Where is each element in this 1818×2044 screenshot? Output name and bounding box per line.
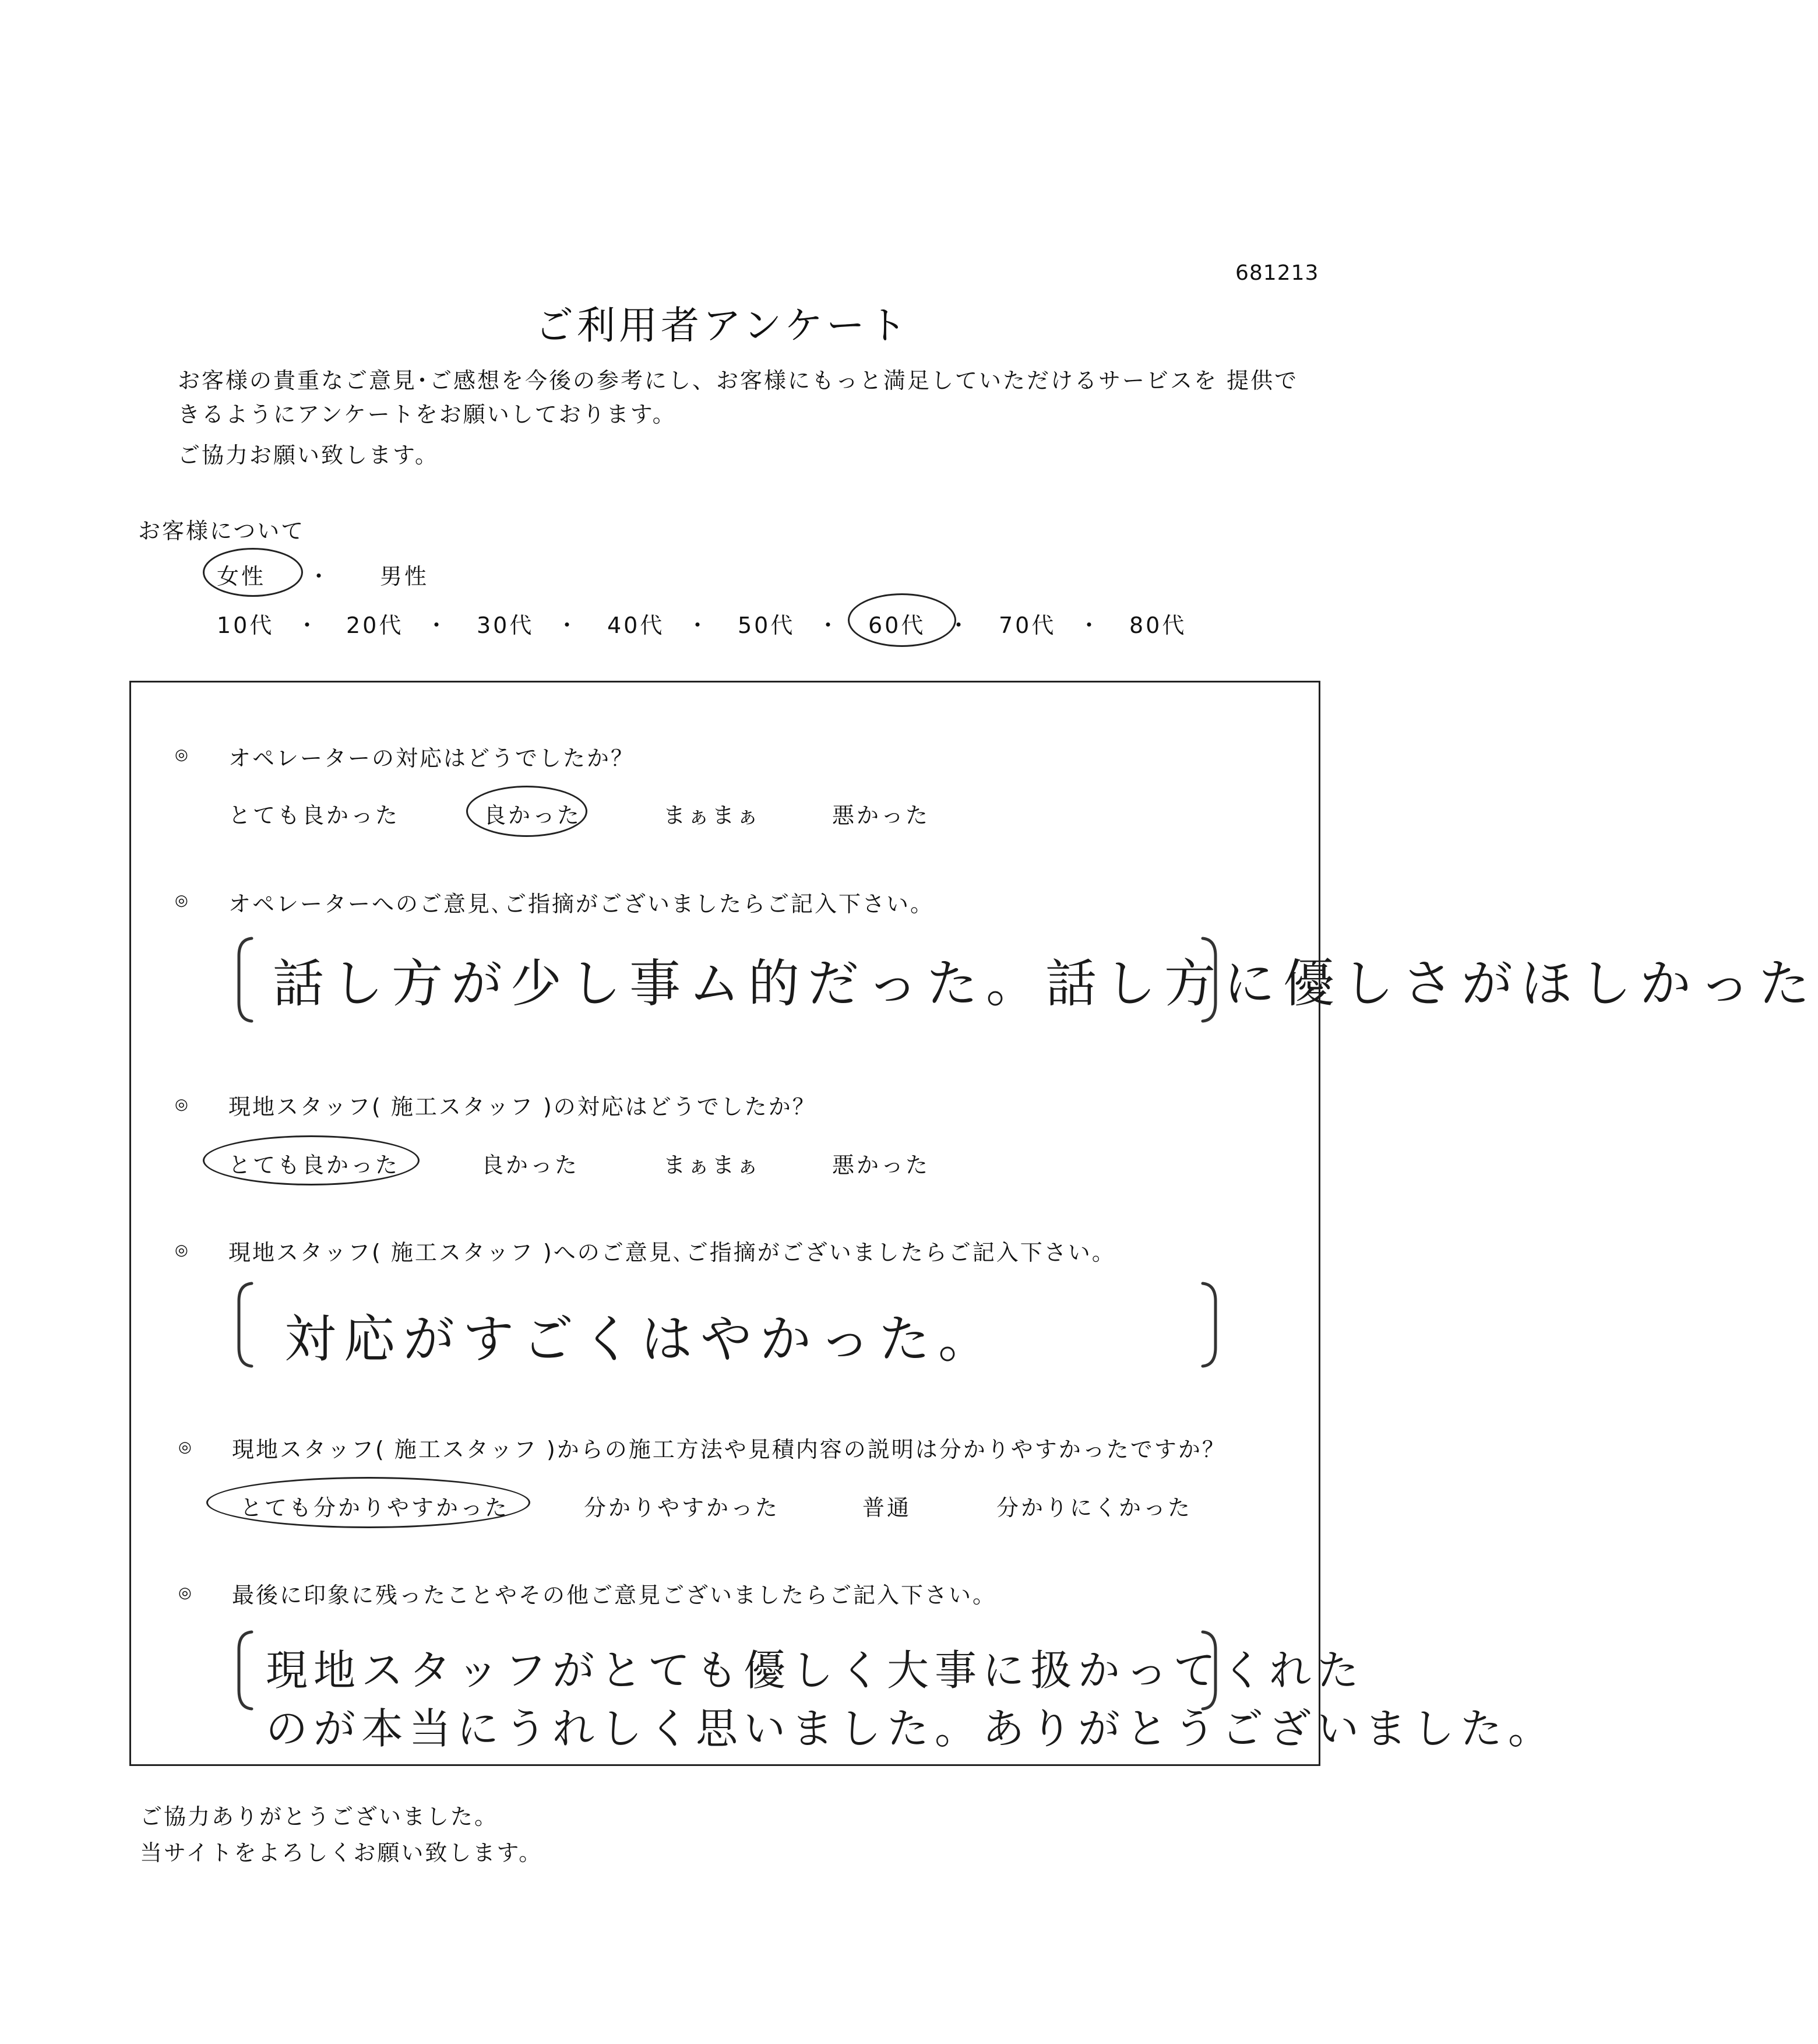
age-option-70s[interactable]: 70代	[999, 613, 1056, 638]
q1-option-bad[interactable]: 悪かった	[832, 803, 931, 828]
q1-option-so-so[interactable]: まぁまぁ	[663, 803, 762, 828]
question-4-text: 現地スタッフ( 施工スタッフ )へのご意見､ご指摘がございましたらご記入下さい。	[228, 1240, 1116, 1265]
question-bullet: ◎	[175, 746, 188, 764]
document-id: 681213	[1235, 261, 1319, 285]
q5-option-normal[interactable]: 普通	[862, 1495, 912, 1521]
question-1-text: オペレーターの対応はどうでしたか？	[228, 745, 635, 771]
gender-option-male[interactable]: 男性	[380, 564, 429, 589]
separator: ・	[1078, 613, 1101, 638]
intro-line-2: きるようにアンケートをお願いしております。	[178, 402, 677, 427]
intro-line-3: ご協力お願い致します。	[178, 442, 439, 468]
question-bullet: ◎	[175, 1096, 188, 1113]
question-5-text: 現地スタッフ( 施工スタッフ )からの施工方法や見積内容の説明は分かりやすかったですか？	[232, 1437, 1226, 1462]
q5-option-clear[interactable]: 分かりやすかった	[584, 1495, 780, 1521]
age-option-30s[interactable]: 30代	[477, 613, 534, 638]
customer-section-heading: お客様について	[138, 518, 305, 544]
footer-line-1: ご協力ありがとうございました。	[140, 1804, 499, 1830]
age-option-20s[interactable]: 20代	[346, 613, 404, 638]
q6-handwritten-answer-line-2: のが本当にうれしく思いました。ありがとうございました。	[266, 1704, 1556, 1753]
gender-option-female[interactable]: 女性	[217, 564, 266, 589]
question-bullet: ◎	[178, 1584, 192, 1602]
page-title: ご利用者アンケート	[534, 303, 911, 348]
q6-handwritten-answer-line-1: 現地スタッフがとても優しく大事に扱かってくれた	[266, 1646, 1365, 1695]
q1-option-good[interactable]: 良かった	[484, 803, 582, 828]
question-bullet: ◎	[178, 1438, 192, 1456]
q1-option-very-good[interactable]: とても良かった	[228, 803, 400, 828]
q5-option-unclear[interactable]: 分かりにくかった	[996, 1495, 1193, 1521]
question-6-text: 最後に印象に残ったことやその他ご意見ございましたらご記入下さい。	[232, 1582, 997, 1608]
q4-handwritten-answer: 対応がすごくはやかった。	[284, 1309, 998, 1369]
separator: ・	[296, 613, 319, 638]
age-option-80s[interactable]: 80代	[1129, 613, 1187, 638]
question-bullet: ◎	[175, 1241, 188, 1259]
q5-option-very-clear[interactable]: とても分かりやすかった	[240, 1495, 510, 1521]
q3-option-good[interactable]: 良かった	[481, 1152, 580, 1178]
separator: ・	[817, 613, 840, 638]
q2-handwritten-answer: 話し方が少し事ム的だった。話し方に優しさがほしかった	[273, 954, 1818, 1014]
q3-option-bad[interactable]: 悪かった	[832, 1152, 931, 1178]
separator: ・	[425, 613, 448, 638]
q3-option-very-good[interactable]: とても良かった	[228, 1152, 400, 1178]
age-option-60s[interactable]: 60代	[868, 613, 926, 638]
separator: ・	[947, 613, 970, 638]
question-bullet: ◎	[175, 892, 188, 909]
footer-line-2: 当サイトをよろしくお願い致します。	[140, 1840, 543, 1866]
question-2-text: オペレーターへのご意見､ご指摘がございましたらご記入下さい。	[228, 891, 935, 917]
separator: ・	[308, 564, 330, 589]
separator: ・	[556, 613, 579, 638]
age-option-10s[interactable]: 10代	[217, 613, 274, 638]
intro-line-1: お客様の貴重なご意見･ご感想を今後の参考にし、お客様にもっと満足していただけるサービスを 提供で	[178, 368, 1299, 393]
q3-option-so-so[interactable]: まぁまぁ	[663, 1152, 762, 1178]
age-option-40s[interactable]: 40代	[607, 613, 665, 638]
separator: ・	[686, 613, 709, 638]
age-option-50s[interactable]: 50代	[738, 613, 795, 638]
question-3-text: 現地スタッフ( 施工スタッフ )の対応はどうでしたか？	[228, 1094, 816, 1120]
